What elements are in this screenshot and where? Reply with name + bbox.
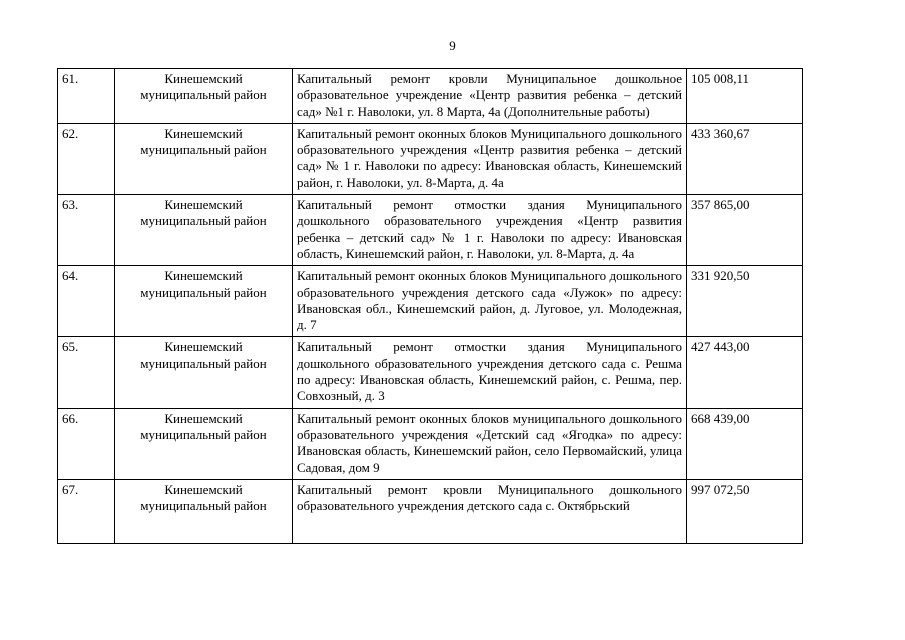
table-row [58,69,803,124]
district-cell [115,337,293,408]
district-cell [115,69,293,124]
district-name: Кинешемский [164,268,243,284]
work-description: Капитальный ремонт кровли Муниципального дошкольного образовательного учреждения детского сада с. Октябрьский [293,479,687,543]
district-name: Кинешемский [164,339,243,355]
row-number: 67. [58,479,115,543]
district-type: муниципальный район [140,284,267,300]
page-number: 9 [449,38,456,53]
row-number: 63. [58,195,115,266]
district-cell [115,479,293,543]
district-name: Кинешемский [164,481,243,497]
district-type: муниципальный район [140,213,267,229]
work-description: Капитальный ремонт отмостки здания Муниципального дошкольного образовательного учреждения детского сада с. Решма по адресу: Ивановская область, Кинешемский район, с. Решма, пер. Совхозный, д. 3 [293,337,687,408]
row-number: 62. [58,123,115,194]
district-cell [115,123,293,194]
works-table [57,68,803,544]
district-cell [115,195,293,266]
work-description: Капитальный ремонт кровли Муниципальное дошкольное образовательное учреждение «Центр развития ребенка – детский сад» №1 г. Наволоки, ул. 8 Марта, 4а (Дополнительные работы) [293,69,687,124]
row-number: 64. [58,266,115,337]
table-row [58,123,803,194]
work-description: Капитальный ремонт оконных блоков Муниципального дошкольного образовательного учреждения «Центр развития ребенка – детский сад» № 1 г. Наволоки по адресу: Ивановская область, Кинешемский район, г. Наволоки, ул. 8-Марта, д. 4а [293,123,687,194]
district-name: Кинешемский [164,197,243,213]
work-description: Капитальный ремонт оконных блоков Муниципального дошкольного образовательного учреждения детского сада «Лужок» по адресу: Ивановская обл., Кинешемский район, д. Луговое, ул. Молодежная, д. 7 [293,266,687,337]
amount: 357 865,00 [687,195,803,266]
district-type: муниципальный район [140,426,267,442]
row-number: 61. [58,69,115,124]
amount: 105 008,11 [687,69,803,124]
district-type: муниципальный район [140,355,267,371]
amount: 433 360,67 [687,123,803,194]
district-cell [115,408,293,479]
table-row [58,195,803,266]
district-cell [115,266,293,337]
district-type: муниципальный район [140,87,267,103]
amount: 997 072,50 [687,479,803,543]
district-name: Кинешемский [164,125,243,141]
row-number: 66. [58,408,115,479]
district-type: муниципальный район [140,142,267,158]
work-description: Капитальный ремонт оконных блоков муниципального дошкольного образовательного учреждения «Детский сад «Ягодка» по адресу: Ивановская область, Кинешемский район, село Первомайский, улица Садовая, дом 9 [293,408,687,479]
table-row [58,479,803,543]
table-row [58,408,803,479]
table-row [58,337,803,408]
amount: 427 443,00 [687,337,803,408]
work-description: Капитальный ремонт отмостки здания Муниципального дошкольного образовательного учреждения «Центр развития ребенка – детский сад» № 1 г. Наволоки по адресу: Ивановская область, Кинешемский район, г. Наволоки, ул. 8-Марта, д. 4а [293,195,687,266]
district-name: Кинешемский [164,410,243,426]
table-row [58,266,803,337]
row-number: 65. [58,337,115,408]
amount: 331 920,50 [687,266,803,337]
district-type: муниципальный район [140,498,267,514]
amount: 668 439,00 [687,408,803,479]
district-name: Кинешемский [164,71,243,86]
